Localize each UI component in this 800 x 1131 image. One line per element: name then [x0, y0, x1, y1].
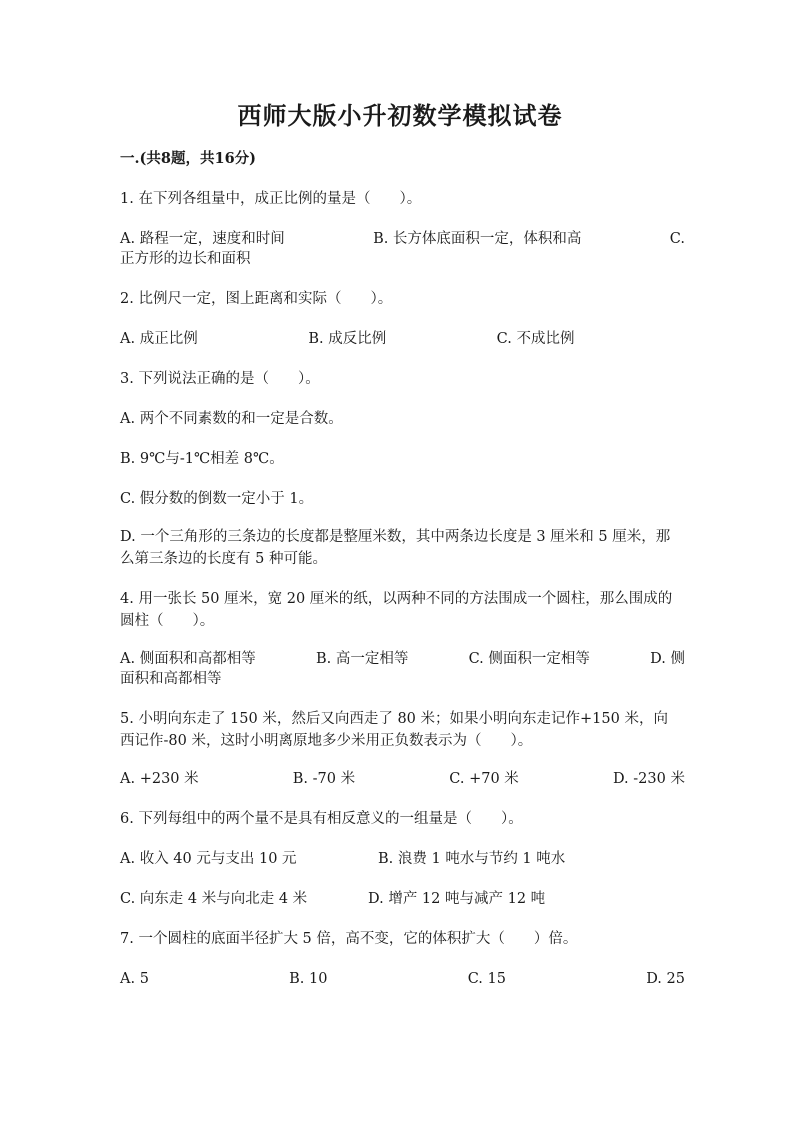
question-1-option-continuation: 正方形的边长和面积 [120, 251, 251, 267]
question-1-option-a[interactable]: A. 路程一定，速度和时间 [120, 231, 285, 247]
question-5-option-c[interactable]: C. +70 米 [449, 771, 519, 787]
question-5-option-d[interactable]: D. -230 米 [612, 771, 685, 787]
question-4-option-continuation: 面积和高都相等 [120, 671, 222, 687]
question-2-option-c[interactable]: C. 不成比例 [496, 331, 575, 347]
question-1-option-b[interactable]: B. 长方体底面积一定，体积和高 [373, 231, 582, 247]
question-4-stem: 4. 用一张长 50 厘米，宽 20 厘米的纸，以两种不同的方法围成一个圆柱，那么围成的圆柱（ ）。 [120, 591, 673, 629]
question-1-stem: 1. 在下列各组量中，成正比例的量是（ ）。 [120, 191, 422, 207]
question-4-option-d[interactable]: D. 侧 [650, 651, 685, 667]
question-6-option-a[interactable]: A. 收入 40 元与支出 10 元 [120, 851, 297, 867]
question-6-option-d[interactable]: D. 增产 12 吨与减产 12 吨 [368, 891, 546, 907]
question-2-option-b[interactable]: B. 成反比例 [308, 331, 387, 347]
question-3-option-d[interactable]: D. 一个三角形的三条边的长度都是整厘米数，其中两条边长度是 3 厘米和 5 厘米，那么第三条边的长度有 5 种可能。 [120, 529, 671, 567]
question-4-option-a[interactable]: A. 侧面积和高都相等 [120, 651, 256, 667]
section-heading: 一.(共8题，共16分) [120, 150, 257, 167]
question-7-option-a[interactable]: A. 5 [120, 971, 149, 987]
page-title: 西师大版小升初数学模拟试卷 [237, 101, 563, 130]
question-6-option-c[interactable]: C. 向东走 4 米与向北走 4 米 [120, 891, 308, 907]
question-6-option-b[interactable]: B. 浪费 1 吨水与节约 1 吨水 [378, 851, 566, 867]
question-3-stem: 3. 下列说法正确的是（ ）。 [120, 371, 320, 387]
question-2-option-a[interactable]: A. 成正比例 [120, 331, 198, 347]
question-4-options [120, 648, 685, 670]
question-5-options [120, 768, 685, 790]
question-5-stem: 5. 小明向东走了 150 米，然后又向西走了 80 米；如果小明向东走记作+150 米，向西记作-80 米，这时小明离原地多少米用正负数表示为（ ）。 [120, 711, 668, 749]
question-3-option-b[interactable]: B. 9℃与-1℃相差 8℃。 [120, 451, 284, 467]
question-2-options [120, 328, 685, 350]
question-7-option-b[interactable]: B. 10 [289, 971, 328, 987]
question-7-options [120, 968, 685, 990]
question-7-option-d[interactable]: D. 25 [646, 971, 685, 987]
question-7-option-c[interactable]: C. 15 [467, 971, 506, 987]
question-3-option-a[interactable]: A. 两个不同素数的和一定是合数。 [120, 411, 343, 427]
question-5-option-b[interactable]: B. -70 米 [292, 771, 356, 787]
question-2-stem: 2. 比例尺一定，图上距离和实际（ ）。 [120, 291, 393, 307]
question-6-stem: 6. 下列每组中的两个量不是具有相反意义的一组量是（ ）。 [120, 811, 523, 827]
question-4-option-b[interactable]: B. 高一定相等 [315, 651, 409, 667]
question-1-options [120, 228, 685, 250]
question-4-option-c[interactable]: C. 侧面积一定相等 [468, 651, 590, 667]
question-6-options-row-1 [120, 848, 685, 870]
question-5-option-a[interactable]: A. +230 米 [120, 771, 199, 787]
question-7-stem: 7. 一个圆柱的底面半径扩大 5 倍，高不变，它的体积扩大（ ）倍。 [120, 931, 578, 947]
question-3-option-c[interactable]: C. 假分数的倒数一定小于 1。 [120, 491, 314, 507]
question-6-options-row-2 [120, 888, 685, 910]
question-1-option-c[interactable]: C. [669, 231, 685, 247]
